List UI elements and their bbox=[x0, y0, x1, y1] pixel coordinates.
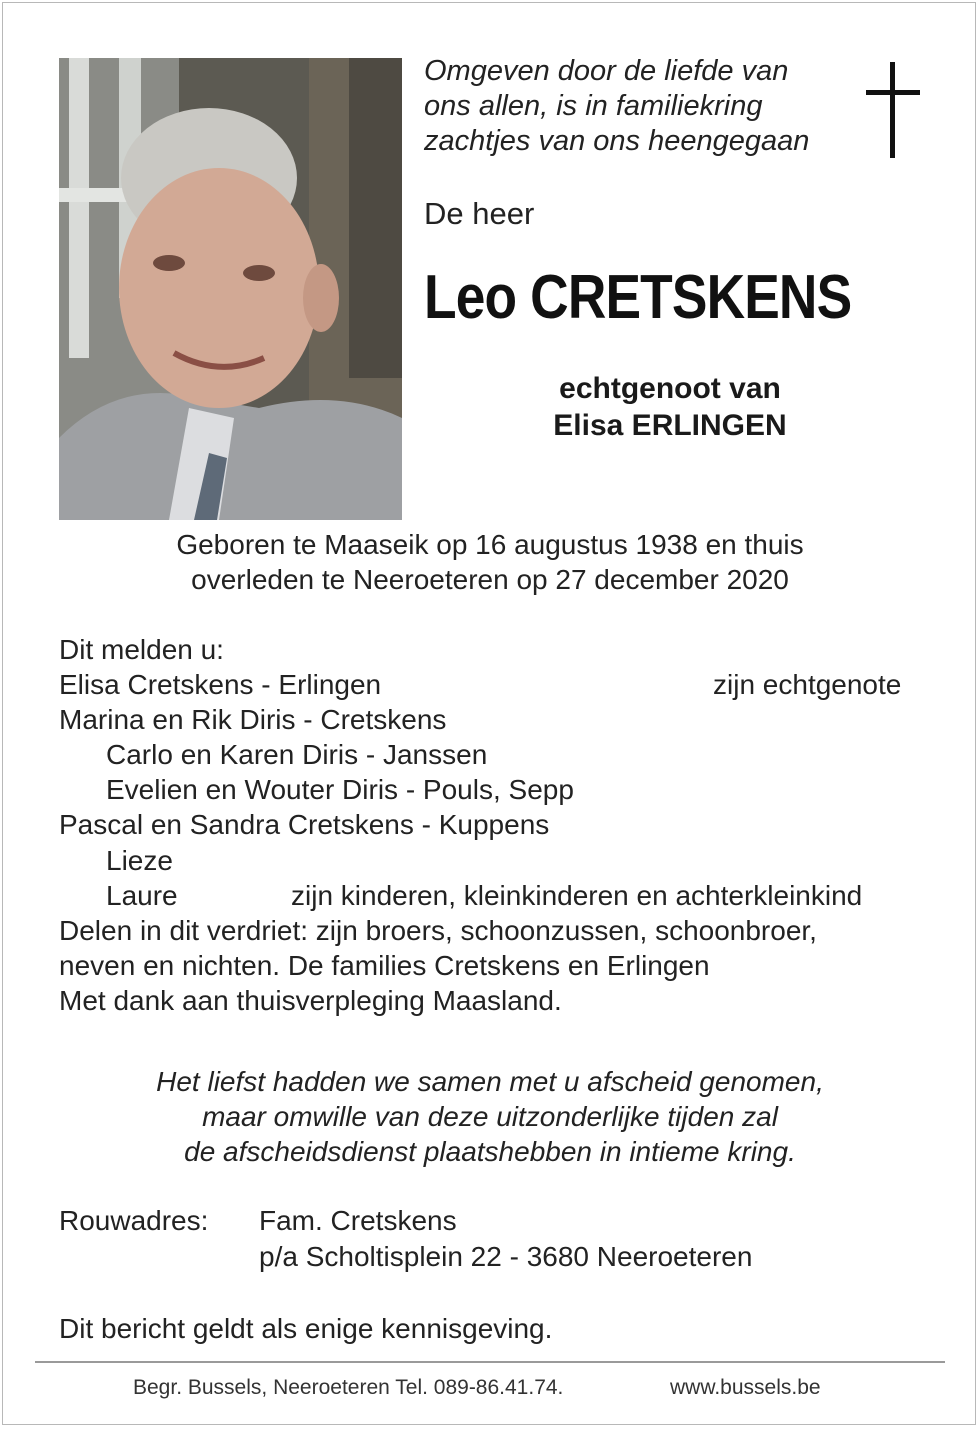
spouse-relation: echtgenoot van bbox=[559, 372, 781, 405]
website-link[interactable]: www.bussels.be bbox=[670, 1376, 821, 1399]
closing-line: Het liefst hadden we samen met u afscheid genomen, bbox=[156, 1066, 824, 1097]
portrait-photo bbox=[59, 58, 402, 520]
family-member: Pascal en Sandra Cretskens - Kuppens bbox=[59, 809, 550, 840]
grief-line: neven en nichten. De families Cretskens en Erlingen bbox=[59, 950, 710, 981]
family-member: Evelien en Wouter Diris - Pouls, Sepp bbox=[106, 774, 574, 805]
family-member: Carlo en Karen Diris - Janssen bbox=[106, 739, 488, 770]
cross-icon bbox=[864, 62, 924, 162]
closing-text bbox=[0, 1064, 980, 1169]
intro-line: ons allen, is in familiekring bbox=[424, 90, 763, 122]
birth-line: Geboren te Maaseik op 16 augustus 1938 en thuis bbox=[176, 529, 804, 560]
address-line: Fam. Cretskens bbox=[259, 1205, 457, 1236]
intro-text bbox=[424, 54, 844, 159]
family-member: Lieze bbox=[106, 845, 173, 876]
spouse-block bbox=[500, 370, 840, 444]
children-role: zijn kinderen, kleinkinderen en achterkleinkind bbox=[291, 880, 863, 911]
closing-line: maar omwille van deze uitzonderlijke tijden zal bbox=[202, 1101, 778, 1132]
death-line: overleden te Neeroeteren op 27 december 2020 bbox=[191, 564, 789, 595]
honorific: De heer bbox=[424, 196, 535, 231]
spouse-name: Elisa ERLINGEN bbox=[553, 409, 787, 442]
announcement-heading: Dit melden u: bbox=[59, 634, 224, 665]
family-member: Laure bbox=[106, 880, 178, 911]
thanks-line: Met dank aan thuisverpleging Maasland. bbox=[59, 985, 562, 1016]
intro-line: Omgeven door de liefde van bbox=[424, 55, 789, 87]
notice-text: Dit bericht geldt als enige kennisgeving. bbox=[59, 1313, 553, 1344]
undertaker-info: Begr. Bussels, Neeroeteren Tel. 089-86.41.74. bbox=[133, 1376, 564, 1399]
intro-line: zachtjes van ons heengegaan bbox=[424, 125, 810, 157]
birth-death-text bbox=[0, 527, 980, 597]
footer-divider bbox=[35, 1361, 945, 1363]
family-member: Marina en Rik Diris - Cretskens bbox=[59, 704, 447, 735]
address-label: Rouwadres: bbox=[59, 1205, 209, 1236]
closing-line: de afscheidsdienst plaatshebben in intieme kring. bbox=[184, 1136, 796, 1167]
grief-line: Delen in dit verdriet: zijn broers, schoonzussen, schoonbroer, bbox=[59, 915, 817, 946]
family-member: Elisa Cretskens - Erlingen bbox=[59, 669, 382, 700]
deceased-name: Leo CRETSKENS bbox=[424, 263, 852, 332]
address-line: p/a Scholtisplein 22 - 3680 Neeroeteren bbox=[259, 1241, 753, 1272]
spouse-role: zijn echtgenote bbox=[713, 669, 902, 700]
